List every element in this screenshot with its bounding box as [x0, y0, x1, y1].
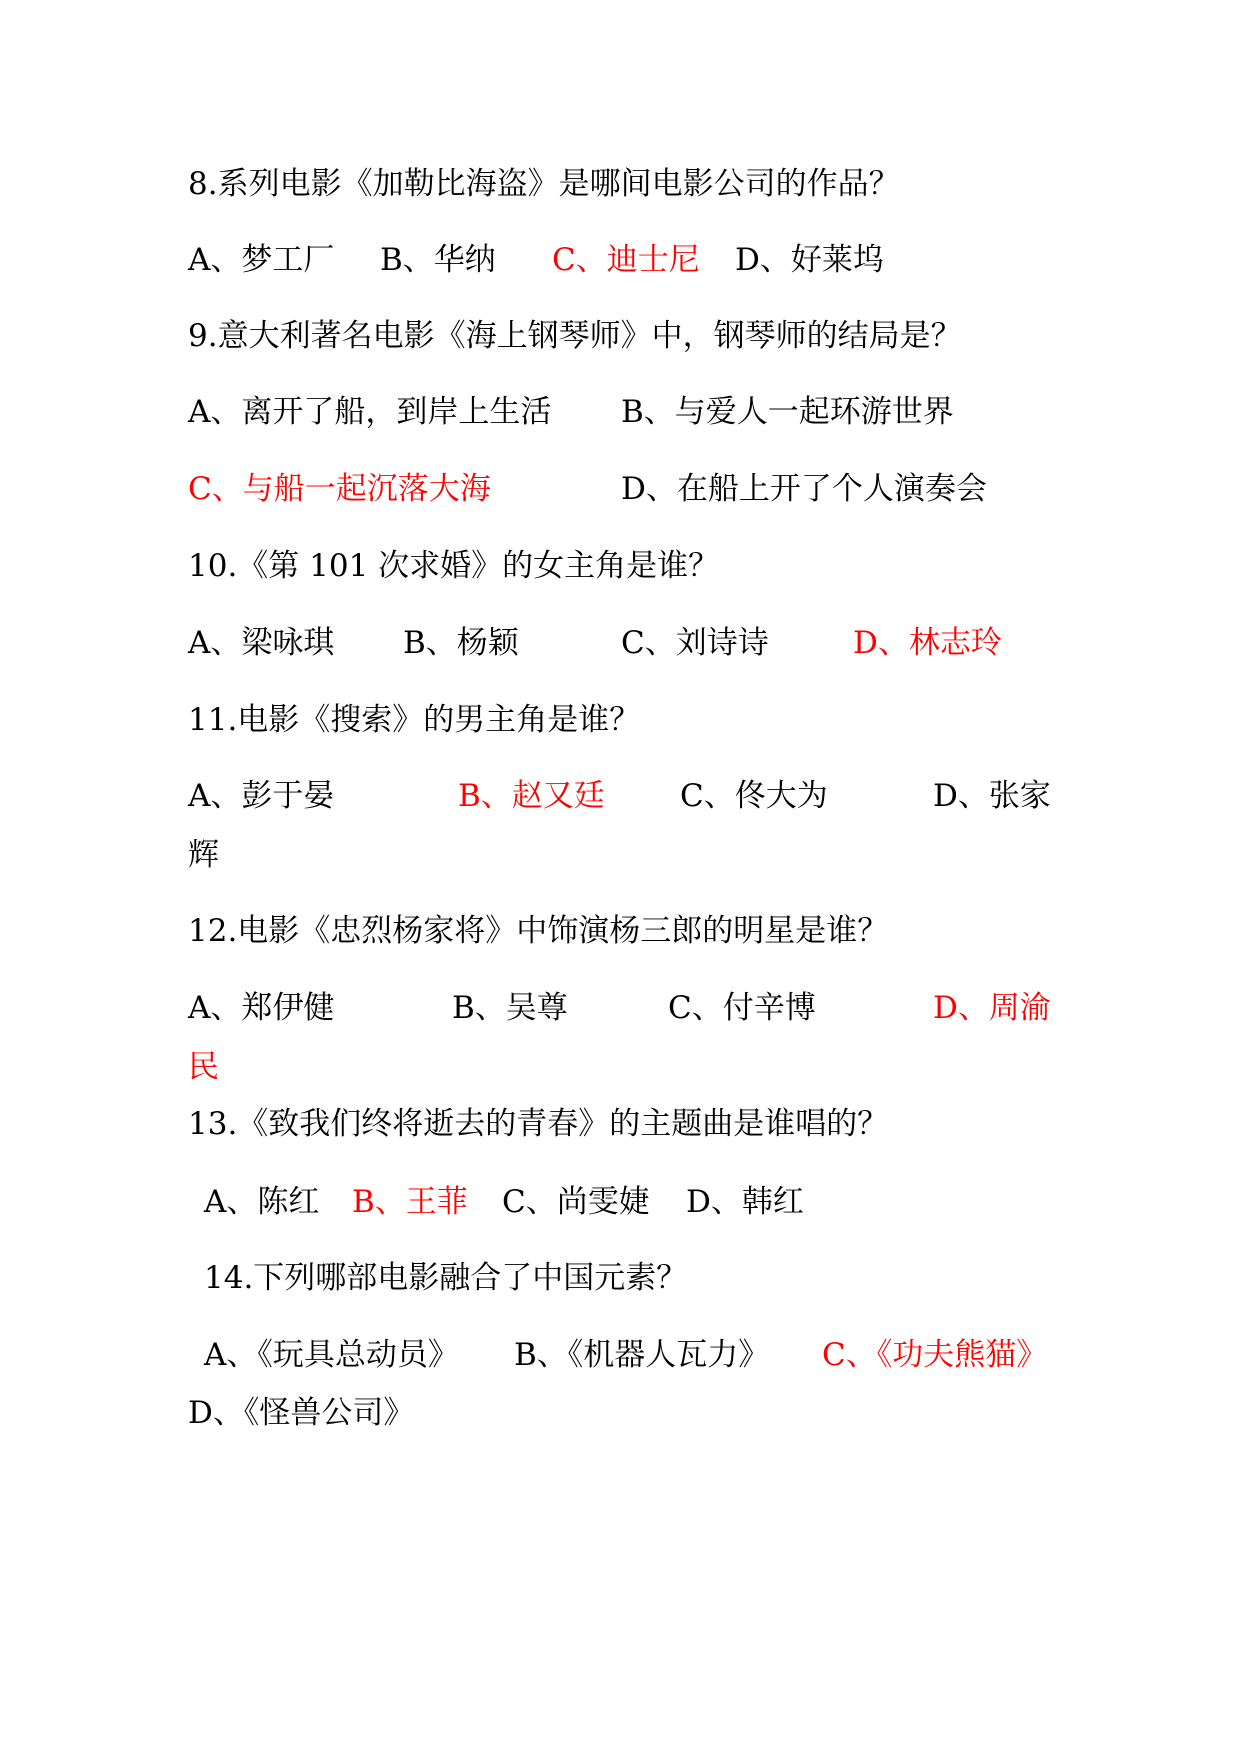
option-8-d: D、好莱坞 — [735, 242, 884, 278]
option-13-c: C、尚雯婕 — [502, 1184, 650, 1220]
option-12-d-correct: D、周渝 — [933, 990, 1051, 1026]
question-8: 8.系列电影《加勒比海盗》是哪间电影公司的作品？ — [188, 166, 900, 202]
option-9-a: A、离开了船，到岸上生活 — [188, 394, 552, 430]
option-14-d: D、《怪兽公司》 — [188, 1395, 415, 1431]
question-13: 13.《致我们终将逝去的青春》的主题曲是谁唱的？ — [188, 1106, 889, 1142]
question-10: 10.《第 101 次求婚》的女主角是谁？ — [188, 548, 720, 584]
option-14-c-correct: C、《功夫熊猫》 — [822, 1337, 1048, 1373]
option-8-a: A、梦工厂 — [188, 242, 335, 278]
option-11-b-correct: B、赵又廷 — [458, 778, 605, 814]
option-11-d-wrap: 辉 — [188, 837, 219, 873]
option-8-b: B、华纳 — [380, 242, 496, 278]
question-14: 14.下列哪部电影融合了中国元素？ — [204, 1260, 688, 1296]
question-12: 12.电影《忠烈杨家将》中饰演杨三郎的明星是谁？ — [188, 913, 889, 949]
option-14-b: B、《机器人瓦力》 — [514, 1337, 770, 1373]
option-10-a: A、梁咏琪 — [188, 625, 335, 661]
option-11-a: A、彭于晏 — [188, 778, 335, 814]
option-9-d: D、在船上开了个人演奏会 — [621, 471, 987, 507]
option-12-b: B、吴尊 — [452, 990, 568, 1026]
option-14-a: A、《玩具总动员》 — [204, 1337, 459, 1373]
option-10-c: C、刘诗诗 — [621, 625, 769, 661]
option-13-d: D、韩红 — [686, 1184, 804, 1220]
question-11: 11.电影《搜索》的男主角是谁？ — [188, 702, 641, 738]
option-13-a: A、陈红 — [204, 1184, 320, 1220]
option-10-b: B、杨颖 — [403, 625, 519, 661]
option-12-d-wrap: 民 — [188, 1049, 219, 1085]
option-13-b-correct: B、王菲 — [352, 1184, 468, 1220]
option-11-c: C、佟大为 — [680, 778, 828, 814]
option-9-b: B、与爱人一起环游世界 — [621, 394, 954, 430]
option-10-d-correct: D、林志玲 — [853, 625, 1002, 661]
option-12-a: A、郑伊健 — [188, 990, 335, 1026]
option-12-c: C、付辛博 — [668, 990, 816, 1026]
option-8-c-correct: C、迪士尼 — [552, 242, 700, 278]
option-11-d: D、张家 — [933, 778, 1051, 814]
option-9-c-correct: C、与船一起沉落大海 — [188, 471, 491, 507]
question-9: 9.意大利著名电影《海上钢琴师》中，钢琴师的结局是？ — [188, 318, 962, 354]
